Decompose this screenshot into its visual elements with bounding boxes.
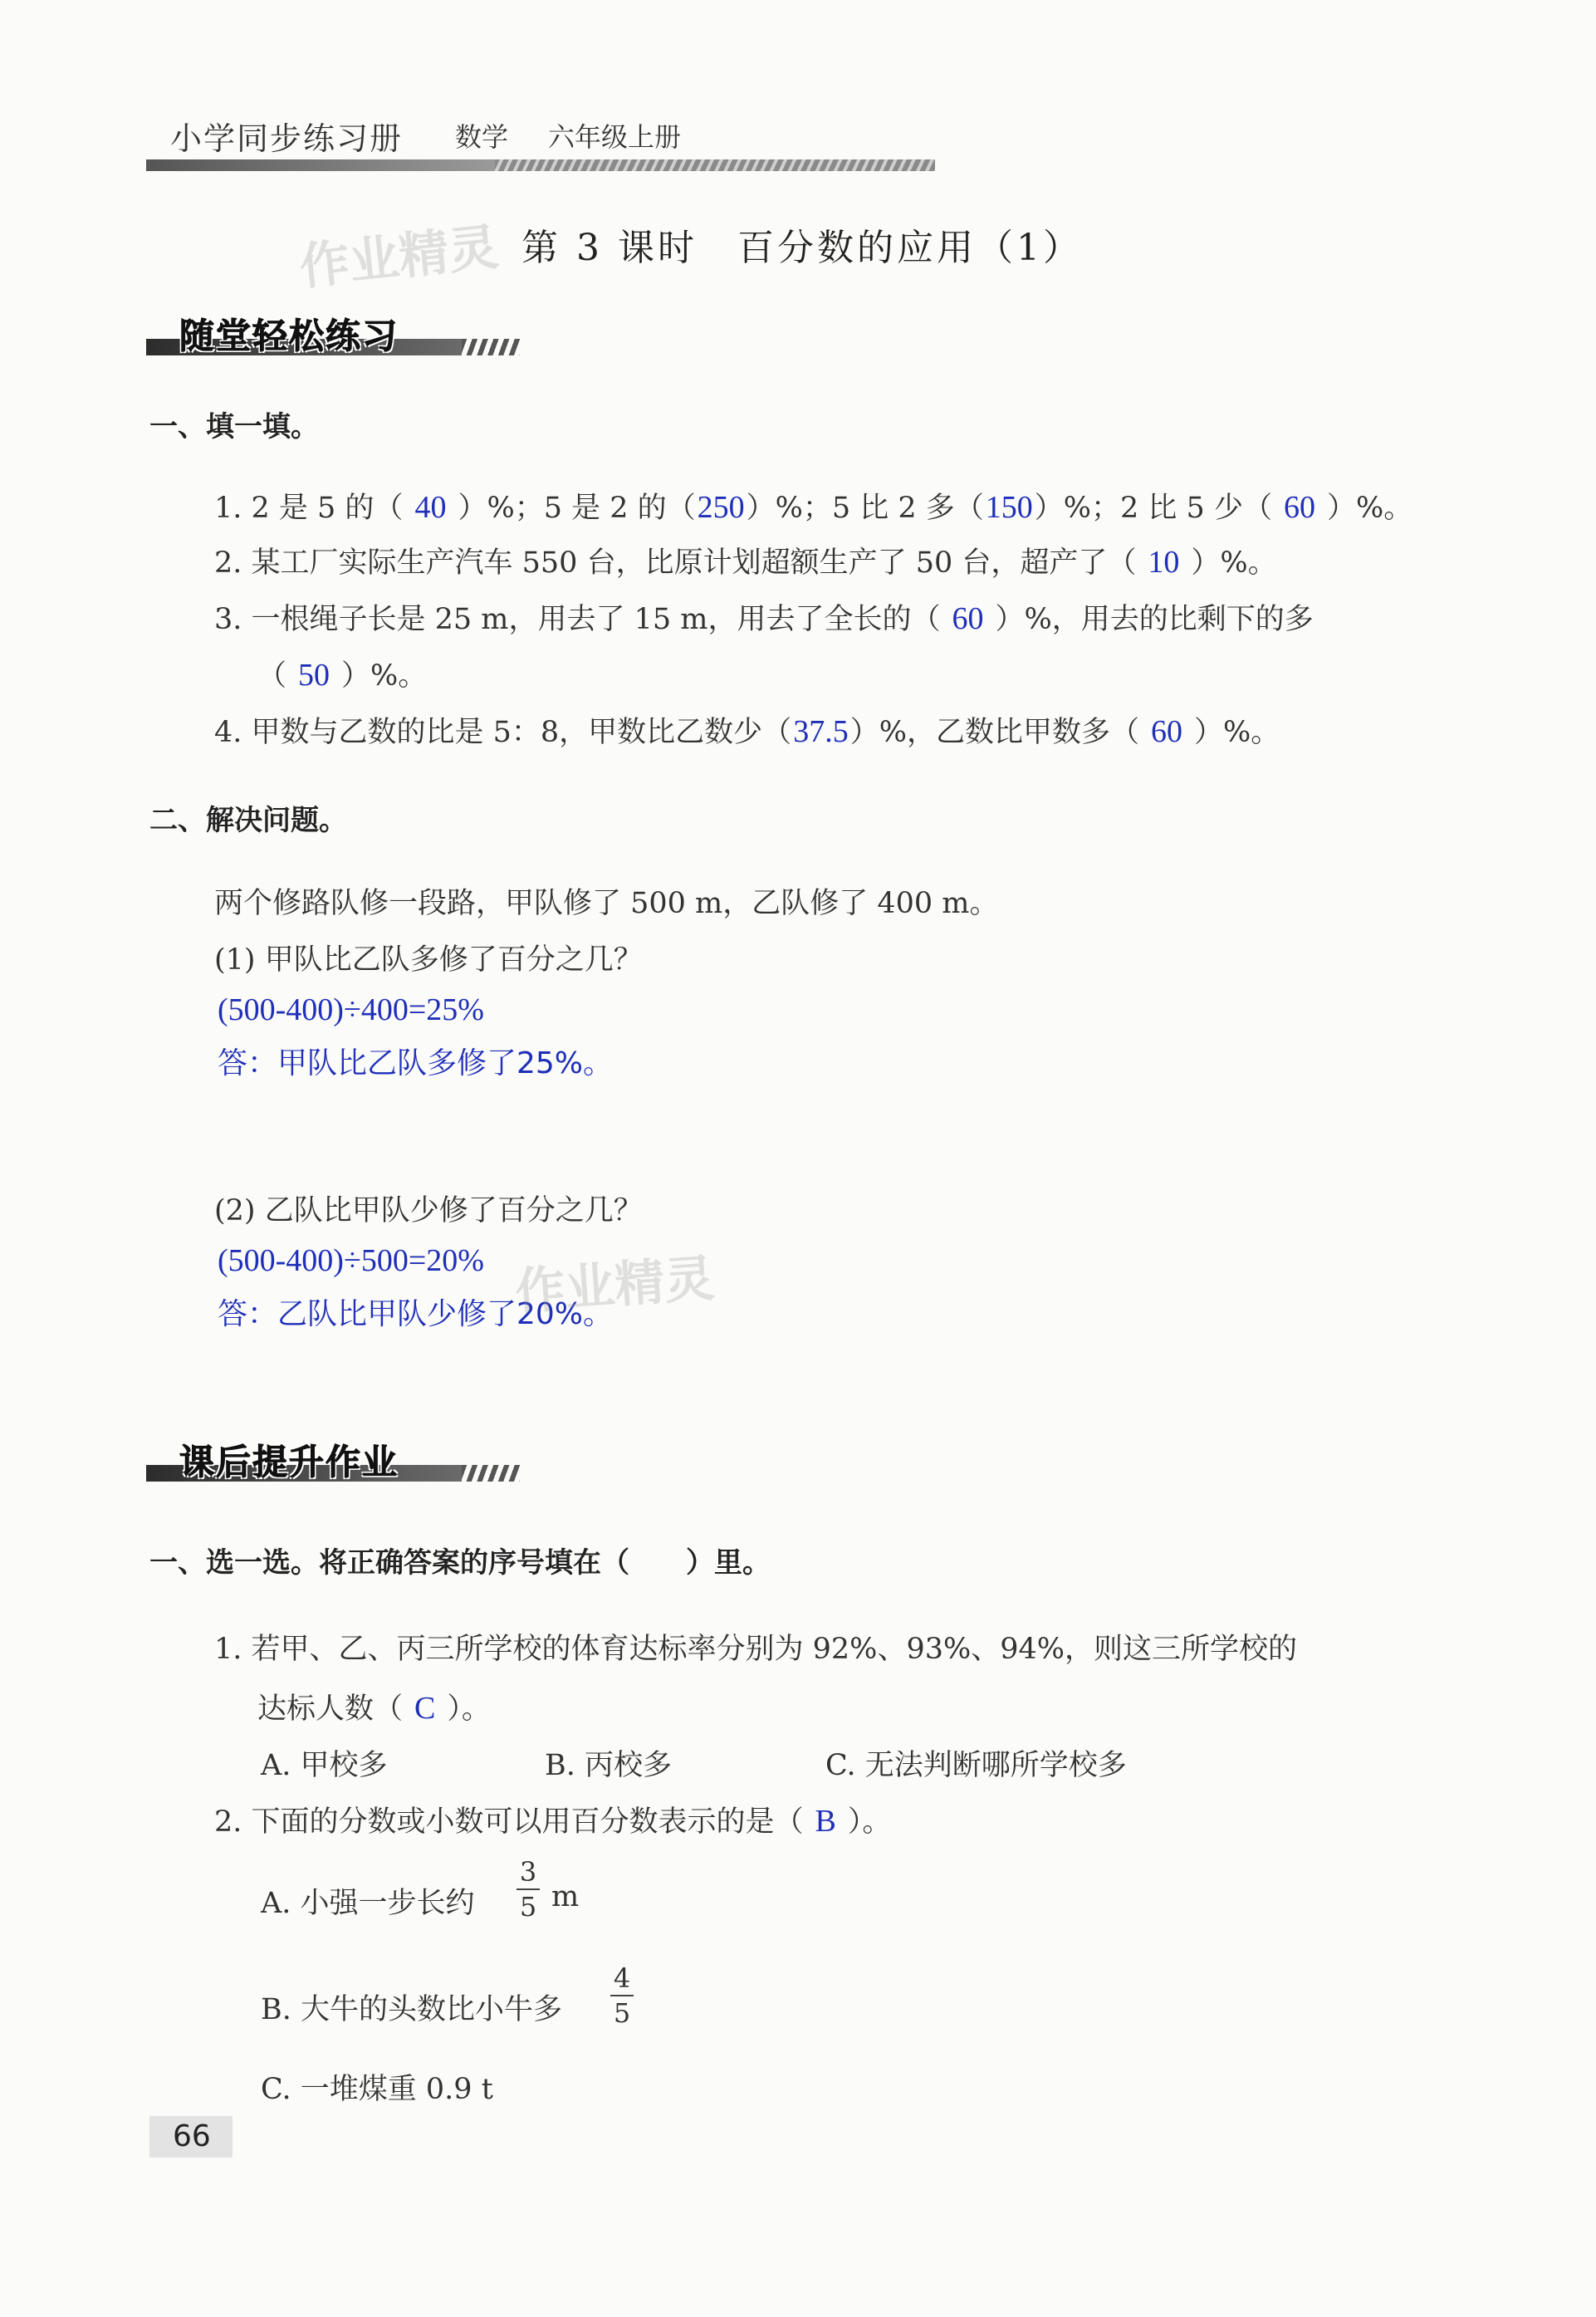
- answer: 60: [952, 601, 984, 636]
- answer: 10: [1148, 545, 1180, 580]
- part-heading-solve: 二、解决问题。: [149, 804, 347, 837]
- answer: 37.5: [793, 714, 849, 749]
- answer: 40: [414, 490, 447, 525]
- banner-label: 课后提升作业: [179, 1442, 399, 1482]
- choice-question-1: 1. 若甲、乙、丙三所学校的体育达标率分别为 92%、93%、94%，则这三所学校的: [214, 1633, 1298, 1666]
- banner-label: 随堂轻松练习: [179, 316, 399, 356]
- question-3: [214, 596, 1314, 638]
- question-text: （: [257, 659, 287, 693]
- problem-statement: 两个修路队修一段路，甲队修了 500 m，乙队修了 400 m。: [214, 887, 999, 920]
- option-a-unit: m: [551, 1880, 580, 1913]
- fraction-bar: [516, 1888, 540, 1890]
- formula-2: (500-400)÷500=20%: [218, 1243, 484, 1278]
- option-c-text: C. 一堆煤重 0.9 t: [261, 2073, 493, 2106]
- watermark: 作业精灵: [296, 218, 502, 297]
- question-4: [214, 709, 1280, 751]
- question-text: ）%，用去的比剩下的多: [995, 603, 1314, 636]
- book-title: 小学同步练习册: [170, 120, 404, 157]
- question-text: 3. 一根绳子长是 25 m，用去了 15 m，用去了全长的（: [214, 603, 941, 636]
- part-heading-choose: 一、选一选。将正确答案的序号填在（ ）里。: [149, 1546, 771, 1580]
- fraction-denominator: 5: [519, 1891, 537, 1923]
- answer: 150: [985, 490, 1033, 525]
- option-a-text: A. 小强一步长约: [261, 1887, 475, 1920]
- answer-2: 答：乙队比甲队少修了20%。: [218, 1297, 614, 1331]
- answer: B: [815, 1804, 836, 1839]
- section-banner-practice: [146, 309, 528, 367]
- formula-1: (500-400)÷400=25%: [218, 992, 484, 1027]
- question-text: ）%，乙数比甲数多（: [849, 716, 1139, 749]
- question-text: 1. 2 是 5 的（: [214, 492, 404, 525]
- question-text: ）%。: [1191, 546, 1277, 580]
- watermark: 作业精灵: [513, 1249, 717, 1322]
- option-c: C. 无法判断哪所学校多: [825, 1749, 1127, 1782]
- question-text: ）%。: [1326, 492, 1413, 525]
- fraction-bar: [610, 1995, 634, 1996]
- fraction-numerator: 4: [613, 1962, 631, 1994]
- page-number: 66: [173, 2119, 211, 2153]
- question-text: 2. 某工厂实际生产汽车 550 台，比原计划超额生产了 50 台，超产了（: [214, 546, 1137, 580]
- answer: 60: [1283, 490, 1315, 525]
- book-grade: 六年级上册: [548, 121, 682, 153]
- fraction-numerator: 3: [519, 1856, 537, 1888]
- sub-question-1: (1) 甲队比乙队多修了百分之几？: [214, 943, 643, 977]
- question-2: [214, 540, 1277, 581]
- answer: 50: [298, 658, 330, 693]
- question-text: 达标人数（: [257, 1692, 404, 1726]
- part-heading-fill: 一、填一填。: [149, 410, 319, 443]
- question-text: ）%。: [341, 659, 428, 693]
- question-text: ）%。: [1193, 716, 1280, 749]
- question-text: ）。: [847, 1805, 892, 1839]
- option-b: B. 丙校多: [545, 1749, 672, 1782]
- banner-stripes: [462, 1465, 520, 1482]
- question-text: ）%；5 比 2 多（: [746, 492, 984, 525]
- fraction-b: [610, 1963, 634, 2028]
- question-text: 4. 甲数与乙数的比是 5：8，甲数比乙数少（: [214, 716, 792, 749]
- question-text: ）%；2 比 5 少（: [1034, 492, 1272, 525]
- question-3-cont: [257, 653, 427, 694]
- choice-question-1-cont: [257, 1686, 491, 1727]
- section-banner-homework: [146, 1435, 528, 1493]
- question-text: ）%；5 是 2 的（: [458, 492, 696, 525]
- book-subject: 数学: [455, 121, 509, 153]
- question-1: [214, 485, 1412, 527]
- fraction-denominator: 5: [613, 1997, 631, 2029]
- answer: 250: [697, 490, 745, 525]
- option-a: A. 甲校多: [261, 1749, 388, 1782]
- banner-stripes: [462, 339, 520, 355]
- answer: C: [414, 1691, 436, 1726]
- answer: 60: [1150, 714, 1182, 749]
- fraction-a: [516, 1857, 540, 1922]
- header-rule-accent: [146, 159, 495, 171]
- lesson-title: 第 3 课时 百分数的应用（1）: [521, 227, 1083, 269]
- sub-question-2: (2) 乙队比甲队少修了百分之几？: [214, 1194, 643, 1227]
- choice-question-2: [214, 1799, 891, 1840]
- question-text: 2. 下面的分数或小数可以用百分数表示的是（: [214, 1805, 804, 1839]
- answer-1: 答：甲队比乙队多修了25%。: [218, 1046, 614, 1080]
- option-b-text: B. 大牛的头数比小牛多: [261, 1993, 562, 2026]
- question-text: ）。: [447, 1692, 491, 1726]
